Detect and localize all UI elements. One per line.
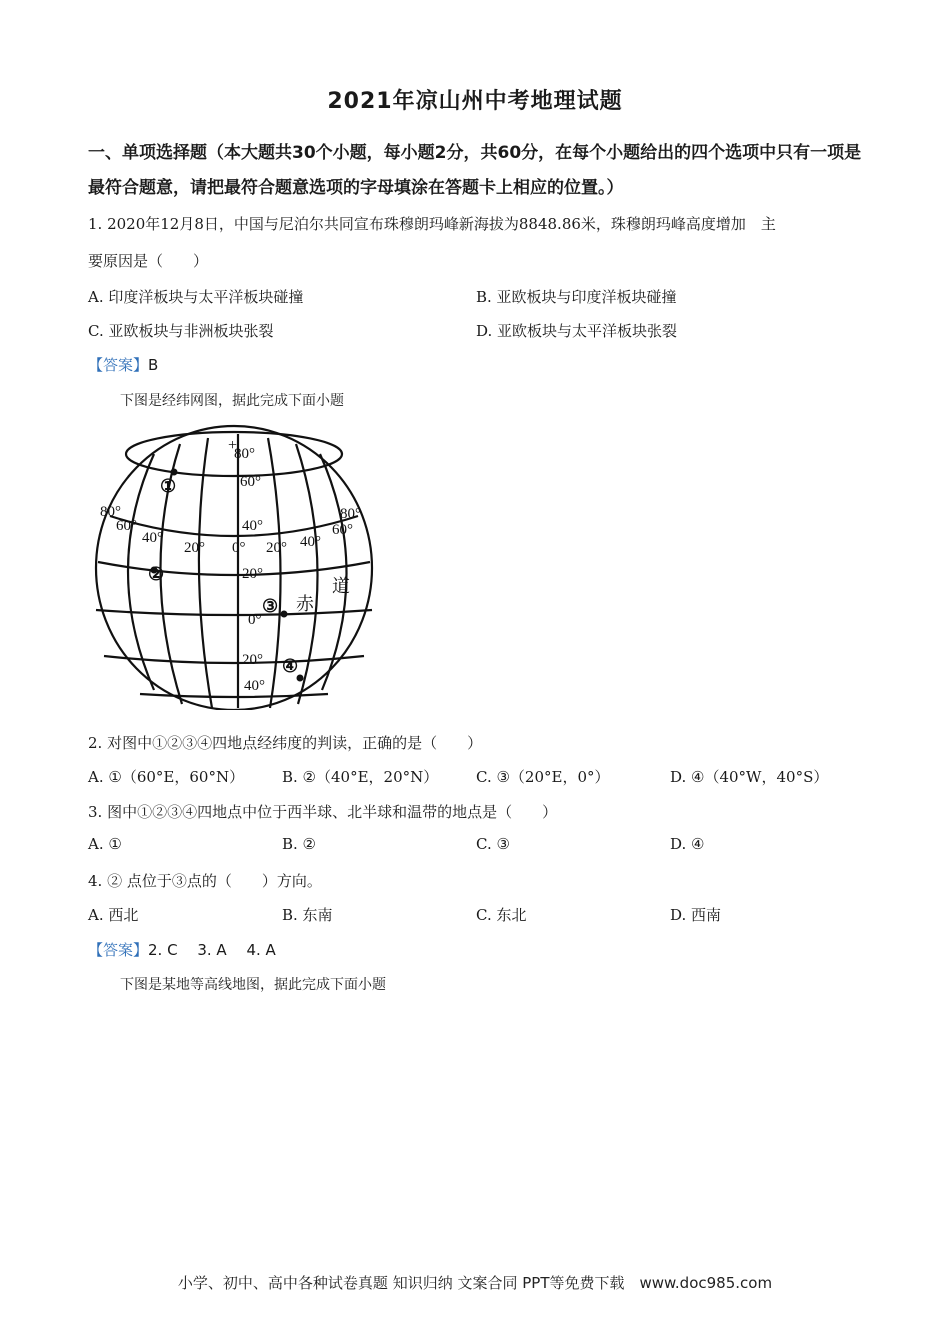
lat-label-40: 40° (242, 518, 263, 534)
lat-label-60: 60° (240, 474, 261, 490)
lon-label-80w: 80° (100, 504, 121, 520)
globe-figure (88, 420, 378, 710)
point-3-label: ③ (262, 596, 279, 616)
lon-label-20e: 20° (266, 540, 287, 556)
lon-label-40w: 40° (142, 530, 163, 546)
q3-stem: 3. 图中①②③④四地点中位于西半球、北半球和温带的地点是（ ） (88, 803, 558, 821)
q3-option-c: C. ③ (476, 835, 510, 853)
globe-intro: 下图是经纬网图，据此完成下面小题 (120, 393, 344, 409)
q4-option-c: C. 东北 (476, 906, 527, 924)
q2-4-answer (88, 939, 276, 960)
q2-option-a: A. ①（60°E，60°N） (88, 768, 245, 786)
q2-stem: 2. 对图中①②③④四地点经纬度的判读，正确的是（ ） (88, 734, 483, 752)
contour-intro: 下图是某地等高线地图，据此完成下面小题 (120, 977, 386, 993)
q1-option-a: A. 印度洋板块与太平洋板块碰撞 (88, 288, 304, 306)
q4-option-b: B. 东南 (282, 906, 333, 924)
answer-value: B (148, 356, 159, 374)
q4-option-a: A. 西北 (88, 906, 139, 924)
q1-answer (88, 354, 158, 375)
answer-tag: 【答案】 (88, 941, 149, 959)
q1-stem-line2: 要原因是（ ） (88, 252, 209, 270)
q1-option-d: D. 亚欧板块与太平洋板块张裂 (476, 322, 678, 340)
lat-label-20: 20° (242, 566, 263, 582)
q2-option-b: B. ②（40°E，20°N） (282, 768, 439, 786)
point-3-dot (281, 611, 288, 618)
lon-line-20w (199, 438, 212, 708)
lat-label-80: 80° (234, 446, 255, 462)
lat-label-0: 0° (248, 612, 262, 628)
point-1-label: ① (160, 476, 177, 496)
lon-label-60w: 60° (116, 518, 137, 534)
north-pole-mark: + (228, 437, 238, 454)
lat-line-20 (98, 562, 370, 575)
point-1-dot (171, 469, 178, 476)
lat-label-20s: 20° (242, 652, 263, 668)
lon-label-60e: 60° (332, 522, 353, 538)
q3-option-a: A. ① (88, 835, 122, 853)
q1-stem-line1: 1. 2020年12月8日，中国与尼泊尔共同宣布珠穆朗玛峰新海拔为8848.86米，珠穆朗玛峰高度增加 主 (88, 215, 776, 233)
q1-option-b: B. 亚欧板块与印度洋板块碰撞 (476, 288, 677, 306)
lon-label-20w: 20° (184, 540, 205, 556)
q1-option-c: C. 亚欧板块与非洲板块张裂 (88, 322, 274, 340)
lat-line-0 (96, 610, 372, 615)
q4-option-d: D. 西南 (670, 906, 722, 924)
lon-label-40e: 40° (300, 534, 321, 550)
section-heading: 一、单项选择题（本大题共30个小题，每小题2分，共60分，在每个小题给出的四个选项中只有一项是最符合题意，请把最符合题意选项的字母填涂在答题卡上相应的位置。） (88, 143, 862, 198)
q4-stem: 4. ② 点位于③点的（ ）方向。 (88, 872, 322, 890)
page-title: 2021年凉山州中考地理试题 (327, 89, 623, 114)
lon-line-40e (296, 444, 318, 704)
page-footer: 小学、初中、高中各种试卷真题 知识归纳 文案合同 PPT等免费下载 www.doc985.com (177, 1274, 773, 1292)
lon-label-80e: 80° (340, 506, 361, 522)
equator-char-1: 赤 (296, 594, 314, 614)
q3-option-d: D. ④ (670, 835, 705, 853)
answer-value: 2. C 3. A 4. A (148, 941, 276, 959)
q2-option-c: C. ③（20°E，0°） (476, 768, 610, 786)
globe-svg (88, 420, 378, 710)
q3-option-b: B. ② (282, 835, 317, 853)
lat-label-40s: 40° (244, 678, 265, 694)
point-4-label: ④ (282, 656, 299, 676)
lon-label-0: 0° (232, 540, 246, 556)
point-2-label: ② (148, 564, 165, 584)
answer-tag: 【答案】 (88, 356, 149, 374)
equator-char-2: 道 (332, 576, 350, 596)
q2-option-d: D. ④（40°W，40°S） (670, 768, 829, 786)
